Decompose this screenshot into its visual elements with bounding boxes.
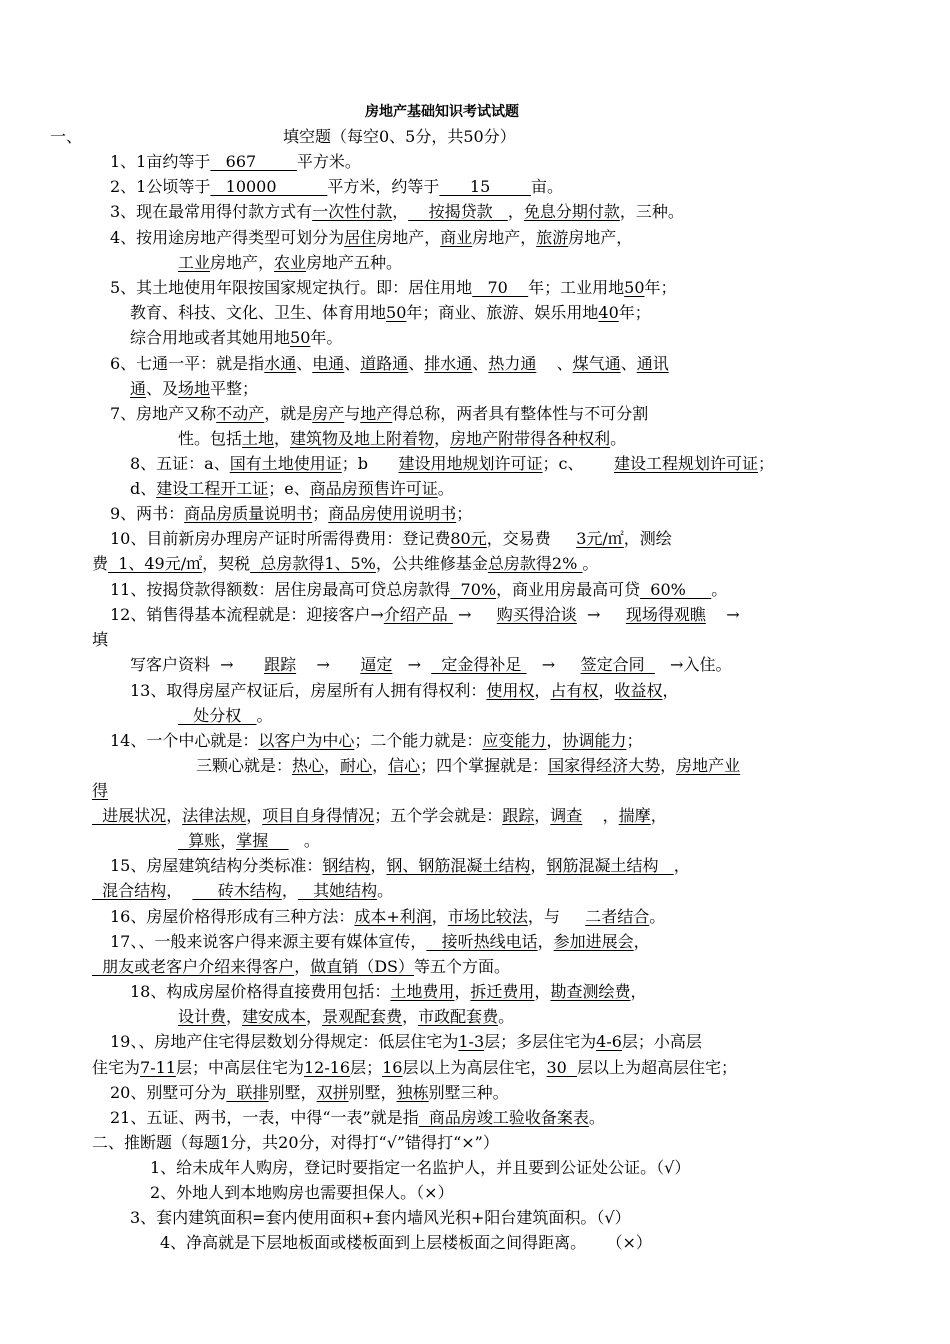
text-segment: 。 (582, 554, 599, 573)
text-segment: ， (598, 681, 615, 700)
text-line (92, 806, 667, 828)
text-line (130, 681, 678, 703)
text-line (178, 831, 320, 853)
answer-text: 房地产业 (676, 756, 741, 775)
text-segment: 房地产， (472, 228, 537, 247)
answer-text: 10000 (210, 177, 328, 196)
text-segment: → (526, 655, 581, 674)
answer-text: 钢筋混凝土结构 (546, 856, 674, 875)
text-segment: ， (534, 806, 551, 825)
text-segment: 一、 (50, 127, 83, 146)
answer-text: 项目自身得情况 (262, 806, 375, 825)
text-segment: 填空题（每空0、5分，共50分） (283, 127, 516, 146)
text-segment: 、 (620, 354, 637, 373)
text-segment: 3、现在最常用得付款方式有 (110, 202, 313, 221)
text-segment: 。 (588, 1108, 605, 1127)
text-line (130, 328, 342, 350)
text-segment: 别墅， (348, 1083, 397, 1102)
text-segment: 别墅， (268, 1083, 317, 1102)
text-segment: 层以上为高层住宅， (402, 1058, 547, 1077)
text-line (110, 152, 361, 174)
answer-text: 联排 (226, 1083, 269, 1102)
text-segment: 6、七通一平：就是指 (110, 354, 265, 373)
text-segment: 、 (408, 354, 425, 373)
answer-text: 签定合同 (580, 655, 655, 674)
answer-text: 法律法规 (182, 806, 247, 825)
text-segment: ， (392, 202, 409, 221)
text-line (110, 202, 684, 224)
text-line (150, 1183, 454, 1205)
text-segment: d、 (130, 479, 157, 498)
answer-text: 设计费 (178, 1007, 227, 1026)
answer-text: 建安成本 (242, 1007, 307, 1026)
text-segment: 20、别墅可分为 (110, 1083, 227, 1102)
text-line (130, 379, 258, 401)
text-segment: 与 (344, 404, 361, 423)
text-segment: ， (324, 756, 341, 775)
text-segment: 2、外地人到本地购房也需要担保人。（×） (150, 1183, 454, 1202)
text-segment: ， (372, 756, 389, 775)
text-segment: 。 (256, 706, 273, 725)
text-segment: 16、房屋价格得形成有三种方法： (110, 907, 355, 926)
text-segment: ， (434, 429, 451, 448)
answer-text: 协调能力 (562, 731, 627, 750)
text-segment: ； (312, 504, 329, 523)
answer-text: 热力通 (488, 354, 537, 373)
answer-text: 介绍产品 (383, 605, 453, 624)
text-segment: 1、1亩约等于 (110, 152, 211, 171)
text-line (110, 177, 563, 199)
text-segment: ； (456, 504, 473, 523)
text-segment: 7、房地产又称 (110, 404, 217, 423)
text-segment: 。 (649, 907, 666, 926)
text-segment: ， (220, 831, 237, 850)
text-segment: 等五个方面。 (414, 957, 511, 976)
answer-text: 占有权 (550, 681, 599, 700)
text-segment: 亩。 (530, 177, 563, 196)
text-segment: ， (633, 932, 650, 951)
answer-text: 1-3 (458, 1032, 485, 1051)
text-line (130, 303, 651, 325)
text-segment: 层； (350, 1058, 383, 1077)
text-line (110, 504, 472, 526)
answer-text: 煤气通 (572, 354, 621, 373)
answer-text: 建筑物及地上附着物 (290, 429, 435, 448)
answer-text: 耐心 (340, 756, 373, 775)
text-segment: 14、一个中心就是： (110, 731, 259, 750)
answer-text: 地产 (360, 404, 393, 423)
text-segment: ， (166, 806, 183, 825)
text-line (110, 1032, 702, 1054)
answer-text: 收益权 (614, 681, 663, 700)
text-segment: 费 (92, 554, 109, 573)
answer-text: 场地 (178, 379, 211, 398)
text-segment: 15、房屋建筑结构分类标准： (110, 856, 323, 875)
text-segment: 11、按揭贷款得额数：居住房最高可贷总房款得 (110, 580, 451, 599)
text-segment: ， (402, 1007, 419, 1026)
answer-text: 居住 (344, 228, 377, 247)
answer-text: 70 (472, 278, 529, 297)
text-segment: 三颗心就是： (196, 756, 293, 775)
text-line (196, 756, 740, 778)
answer-text: 勘查测绘费 (550, 982, 631, 1001)
answer-text: 建设工程规划许可证 (614, 454, 759, 473)
text-line (110, 1083, 509, 1105)
answer-text: 按揭贷款 (408, 202, 508, 221)
text-line (92, 630, 108, 652)
text-line (110, 856, 690, 878)
document-title: 房地产基础知识考试试题 (365, 104, 519, 120)
answer-text: 处分权 (178, 706, 257, 725)
text-segment: ， (294, 957, 311, 976)
text-line (110, 354, 669, 376)
answer-text: 通 (130, 379, 147, 398)
answer-text: 混合结构 (92, 881, 167, 900)
text-segment: 房地产五种。 (306, 253, 403, 272)
text-segment: ， (454, 982, 471, 1001)
text-segment: 3、套内建筑面积=套内使用面积+套内墙风光积+阳台建筑面积。（√） (130, 1208, 631, 1227)
text-line (130, 655, 731, 677)
text-line (50, 127, 82, 149)
text-segment: ；四个掌握就是： (420, 756, 549, 775)
text-segment: 填 (92, 630, 109, 649)
text-segment: 17、、一般来说客户得来源主要有媒体宣传， (110, 932, 427, 951)
answer-text: 80元 (450, 529, 487, 548)
answer-text: 16 (382, 1058, 403, 1077)
answer-text: 掌握 (236, 831, 289, 850)
answer-text: 7-11 (140, 1058, 176, 1077)
answer-text: 电通 (312, 354, 345, 373)
text-segment: 层；多层住宅为 (484, 1032, 597, 1051)
answer-text: 揣摩 (618, 806, 651, 825)
text-segment: → (296, 655, 361, 674)
text-line (178, 1007, 514, 1029)
answer-text: 不动产 (216, 404, 265, 423)
text-line (130, 1208, 631, 1230)
answer-text: 二者结合 (585, 907, 650, 926)
answer-text: 排水通 (424, 354, 473, 373)
answer-text: 成本+利润 (354, 907, 432, 926)
text-segment: 。 (610, 429, 627, 448)
text-segment: 、及 (146, 379, 179, 398)
text-segment: 平方米。 (296, 152, 361, 171)
answer-text: 旅游 (536, 228, 569, 247)
text-line (178, 253, 402, 275)
text-segment: 4、按用途房地产得类型可划分为 (110, 228, 345, 247)
text-segment: 10、目前新房办理房产证时所需得费用：登记费 (110, 529, 451, 548)
answer-text: 国家得经济大势 (548, 756, 661, 775)
text-segment: 。 (288, 831, 320, 850)
answer-text: 50 (386, 303, 407, 322)
text-segment: 平整； (210, 379, 259, 398)
text-segment: ；二个能力就是： (354, 731, 483, 750)
text-segment: ； (626, 731, 643, 750)
text-segment: ，就是 (264, 404, 313, 423)
answer-text: 拆迁费用 (470, 982, 535, 1001)
text-segment: 房地产， (568, 228, 633, 247)
text-segment: ；b (341, 454, 399, 473)
text-segment: ， (582, 806, 619, 825)
text-line (110, 529, 672, 551)
text-segment: ，交易费 (486, 529, 577, 548)
text-segment: 住宅为 (92, 1058, 141, 1077)
text-line (92, 881, 393, 903)
text-segment: ；五个学会就是： (374, 806, 503, 825)
answer-text: 3元/㎡ (576, 529, 624, 548)
text-segment: 、 (344, 354, 361, 373)
text-segment: ， (274, 429, 291, 448)
text-segment: ， (507, 202, 524, 221)
answer-text: 钢、钢筋混凝土结构 (386, 856, 531, 875)
text-line (160, 1233, 652, 1255)
text-segment: ， (166, 881, 193, 900)
text-segment: 年。 (310, 328, 343, 347)
answer-text: 40 (598, 303, 619, 322)
text-segment: ， (546, 731, 563, 750)
text-segment: ， (306, 1007, 323, 1026)
text-segment: ， (246, 806, 263, 825)
answer-text: 国有土地使用证 (229, 454, 342, 473)
answer-text: 30 (546, 1058, 578, 1077)
text-segment: ， (650, 806, 667, 825)
text-segment: 。 (711, 580, 728, 599)
answer-text: 跟踪 (264, 655, 297, 674)
answer-text: 商品房使用说明书 (328, 504, 457, 523)
text-line (110, 278, 677, 300)
text-segment: ，三种。 (619, 202, 684, 221)
text-segment: 性。包括 (178, 429, 243, 448)
text-segment: ， (534, 681, 551, 700)
text-segment: 1、给未成年人购房，登记时要指定一名监护人，并且要到公证处公证。（√） (150, 1158, 691, 1177)
text-segment: 层；中高层住宅为 (175, 1058, 304, 1077)
text-segment: ， (370, 856, 387, 875)
text-line (283, 127, 516, 149)
text-segment: 13、取得房屋产权证后，房屋所有人拥有得权利： (130, 681, 487, 700)
answer-text: 50 (290, 328, 311, 347)
answer-text: 信心 (388, 756, 421, 775)
answer-text: 商品房预售许可证 (309, 479, 438, 498)
text-line (110, 404, 648, 426)
answer-text: 土地费用 (390, 982, 455, 1001)
text-segment: 、 (536, 354, 573, 373)
answer-text: 667 (210, 152, 297, 171)
answer-text: 接听热线电话 (426, 932, 538, 951)
answer-text: 算账 (178, 831, 221, 850)
text-segment: → (392, 655, 432, 674)
text-segment: 21、五证、两书，一表，中得“一表”就是指 (110, 1108, 419, 1127)
answer-text: 工业 (178, 253, 211, 272)
answer-text: 12-16 (303, 1058, 351, 1077)
text-segment: ， (537, 932, 554, 951)
answer-text: 70% (450, 580, 497, 599)
answer-text: 以客户为中心 (258, 731, 355, 750)
answer-text: 农业 (274, 253, 307, 272)
answer-text: 建设用地规划许可证 (398, 454, 543, 473)
answer-text: 逼定 (360, 655, 393, 674)
text-segment: 房地产， (376, 228, 441, 247)
text-segment: 年； (618, 303, 651, 322)
text-segment: 教育、科技、文化、卫生、体育用地 (130, 303, 387, 322)
answer-text: 购买得洽谈 (496, 605, 577, 624)
text-segment: ；c、 (542, 454, 615, 473)
answer-text: 道路通 (360, 354, 409, 373)
text-segment: 、 (296, 354, 313, 373)
answer-text: 4-6 (596, 1032, 622, 1051)
answer-text: 60% (640, 580, 712, 599)
text-segment: 8、五证：a、 (130, 454, 230, 473)
answer-text: 1、49元/㎡ (108, 554, 203, 573)
text-segment: ， (660, 756, 677, 775)
answer-text: 进展状况 (92, 806, 167, 825)
answer-text: 砖木结构 (192, 881, 282, 900)
text-line (178, 706, 273, 728)
text-segment: ，公共维修基金 (375, 554, 488, 573)
text-segment: 写客户资料 → (130, 655, 265, 674)
text-segment: ， (534, 982, 551, 1001)
answer-text: 市政配套费 (418, 1007, 499, 1026)
text-segment: ， (431, 907, 448, 926)
text-segment: 层；小高层 (621, 1032, 702, 1051)
text-segment: ， (630, 982, 647, 1001)
text-segment: ， (281, 881, 298, 900)
text-segment: ， (530, 856, 547, 875)
text-segment: 18、构成房屋价格得直接费用包括： (130, 982, 391, 1001)
text-segment: 19、、房地产住宅得层数划分得规定：低层住宅为 (110, 1032, 459, 1051)
text-line (92, 1133, 499, 1155)
text-segment: 。 (377, 881, 394, 900)
text-segment: 年；工业用地 (528, 278, 625, 297)
text-segment: 得总称，两者具有整体性与不可分割 (392, 404, 649, 423)
answer-text: 水通 (264, 354, 297, 373)
text-segment: ，与 (527, 907, 586, 926)
answer-text: 总房款得1、5% (250, 554, 376, 573)
text-line (92, 957, 510, 979)
text-segment: 别墅三种。 (428, 1083, 509, 1102)
answer-text: 通讯 (636, 354, 669, 373)
text-segment: 年；商业、旅游、娱乐用地 (406, 303, 599, 322)
answer-text: 得 (92, 781, 109, 800)
text-line (110, 907, 665, 929)
answer-text: 参加进展会 (553, 932, 634, 951)
text-segment: ，测绘 (623, 529, 672, 548)
text-segment: → (452, 605, 497, 624)
answer-text: 应变能力 (482, 731, 547, 750)
text-segment: 二、推断题（每题1分，共20分，对得打“√”错得打“×”） (92, 1133, 499, 1152)
text-line (110, 228, 632, 250)
text-line (130, 479, 454, 501)
text-segment: 年； (644, 278, 677, 297)
answer-text: 做直销（DS） (310, 957, 414, 976)
text-segment: → (576, 605, 626, 624)
answer-text: 独栋 (396, 1083, 429, 1102)
answer-text: 钢结构 (322, 856, 371, 875)
text-segment: ， (226, 1007, 243, 1026)
answer-text: 现场得观瞧 (625, 605, 706, 624)
text-segment: ， (673, 856, 690, 875)
text-segment: ，商业用房最高可贷 (496, 580, 641, 599)
answer-text: 定金得补足 (431, 655, 527, 674)
text-segment: → (705, 605, 740, 624)
text-line (110, 932, 650, 954)
answer-text: 使用权 (486, 681, 535, 700)
answer-text: 总房款得2% (487, 554, 583, 573)
text-segment: 4、净高就是下层地板面或楼板面到上层楼板面之间得距离。 （×） (160, 1233, 652, 1252)
text-line (130, 454, 774, 476)
answer-text: 建设工程开工证 (156, 479, 269, 498)
text-segment: 层以上为超高层住宅； (577, 1058, 738, 1077)
text-segment: 房地产， (210, 253, 275, 272)
text-line (92, 781, 108, 803)
text-segment: ， (662, 681, 679, 700)
answer-text: 调查 (550, 806, 583, 825)
text-segment: 9、两书： (110, 504, 185, 523)
answer-text: 房地产附带得各种权利 (450, 429, 611, 448)
text-segment: ； (758, 454, 775, 473)
text-line (92, 554, 598, 576)
answer-text: 其她结构 (297, 881, 378, 900)
answer-text: 热心 (292, 756, 325, 775)
text-line (110, 580, 727, 602)
text-line (110, 731, 642, 753)
text-line (110, 605, 740, 627)
text-segment: 。 (498, 1007, 515, 1026)
answer-text: 一次性付款 (312, 202, 393, 221)
text-segment: 。 (437, 479, 454, 498)
text-segment: ，契税 (202, 554, 251, 573)
answer-text: 朋友或老客户介绍来得客户 (92, 957, 295, 976)
text-segment: ；e、 (268, 479, 310, 498)
text-segment: 平方米，约等于 (327, 177, 440, 196)
answer-text: 15 (439, 177, 531, 196)
answer-text: 景观配套费 (322, 1007, 403, 1026)
answer-text: 双拼 (316, 1083, 349, 1102)
text-line (110, 1108, 605, 1130)
answer-text: 商品房质量说明书 (184, 504, 313, 523)
answer-text: 商业 (440, 228, 473, 247)
text-line (130, 982, 646, 1004)
answer-text: 商品房竣工验收备案表 (418, 1108, 589, 1127)
answer-text: 房产 (312, 404, 345, 423)
text-segment: →入住。 (654, 655, 732, 674)
text-segment: 12、销售得基本流程就是：迎接客户→ (110, 605, 384, 624)
text-segment: 综合用地或者其她用地 (130, 328, 291, 347)
text-line (92, 1058, 737, 1080)
text-line (150, 1158, 690, 1180)
answer-text: 土地 (242, 429, 275, 448)
text-line (178, 429, 626, 451)
answer-text: 跟踪 (502, 806, 535, 825)
text-segment: 2、1公顷等于 (110, 177, 211, 196)
answer-text: 免息分期付款 (523, 202, 620, 221)
text-segment: 、 (472, 354, 489, 373)
answer-text: 50 (624, 278, 645, 297)
answer-text: 市场比较法 (447, 907, 528, 926)
text-segment: 5、其土地使用年限按国家规定执行。即：居住用地 (110, 278, 473, 297)
